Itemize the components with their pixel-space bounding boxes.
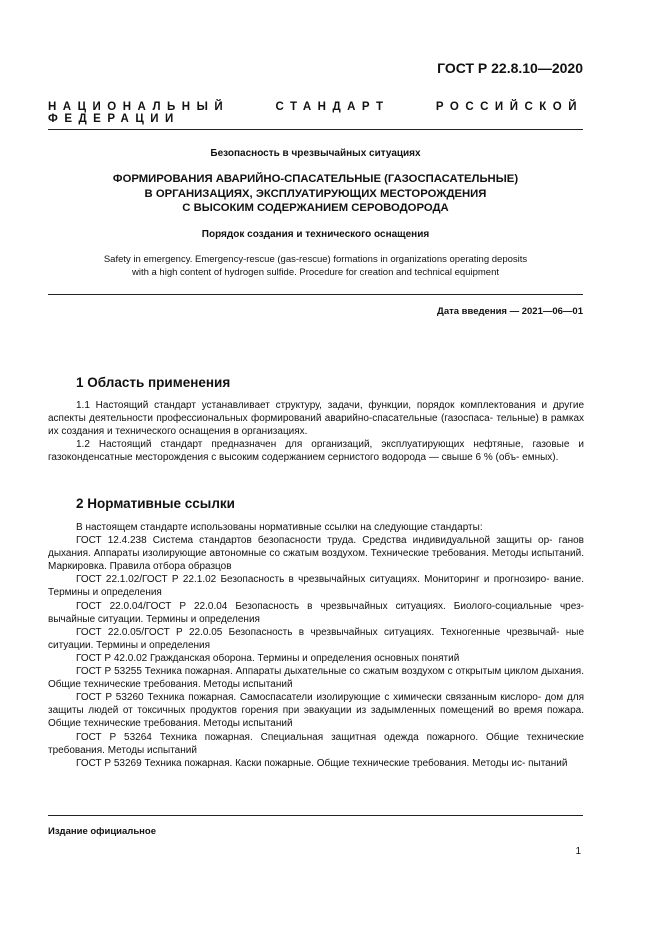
footer-divider [48, 815, 583, 816]
standard-series: Безопасность в чрезвычайных ситуациях [210, 148, 421, 159]
reference-item: ГОСТ Р 53260 Техника пожарная. Самоспасатели изолирующие с химически связанным кислоро- дом для защиты людей от токсичных продуктов горения при эвакуации из задымленных помещений во время пожара. Общие технические требования. Методы испытаний [48, 692, 584, 730]
reference-item: ГОСТ Р 53255 Техника пожарная. Аппараты дыхательные со сжатым воздухом с открытым циклом дыхания. Общие технические требования. Методы испытаний [48, 666, 584, 691]
title-line: В ОРГАНИЗАЦИЯХ, ЭКСПЛУАТИРУЮЩИХ МЕСТОРОЖДЕНИЯ [144, 187, 487, 200]
introduction-date: Дата введения — 2021—06—01 [437, 306, 583, 317]
document-number: ГОСТ Р 22.8.10—2020 [437, 60, 583, 76]
section-2-heading: 2 Нормативные ссылки [76, 496, 235, 511]
document-title [48, 172, 583, 216]
section-1-body [48, 399, 584, 464]
top-divider [48, 129, 583, 130]
reference-item: ГОСТ 22.0.04/ГОСТ Р 22.0.04 Безопасность в чрезвычайных ситуациях. Биолого-социальные чрез- вычайные ситуации. Термины и определения [48, 600, 584, 625]
paragraph: 1.1 Настоящий стандарт устанавливает структуру, задачи, функции, порядок комплектования и другие аспекты деятельности профессиональных формирований аварийно-спасательные (газоспаса- тельные) в рамках их создания и технического оснащения в организациях. [48, 400, 584, 438]
national-standard-heading: НАЦИОНАЛЬНЫЙ СТАНДАРТ РОССИЙСКОЙ ФЕДЕРАЦИИ [48, 101, 583, 125]
reference-item: ГОСТ 22.0.05/ГОСТ Р 22.0.05 Безопасность в чрезвычайных ситуациях. Техногенные чрезвычай- ные ситуации. Термины и определения [48, 626, 584, 651]
section-1-heading: 1 Область применения [76, 375, 231, 390]
title-line: С ВЫСОКИМ СОДЕРЖАНИЕМ СЕРОВОДОРОДА [182, 202, 449, 214]
english-title-line: with a high content of hydrogen sulfide. Procedure for creation and technical equipment [131, 267, 500, 278]
title-line: ФОРМИРОВАНИЯ АВАРИЙНО-СПАСАТЕЛЬНЫЕ (ГАЗОСПАСАТЕЛЬНЫЕ) [112, 173, 519, 185]
reference-item: ГОСТ 12.4.238 Система стандартов безопасности труда. Средства индивидуальной защиты ор- ганов дыхания. Аппараты изолирующие автономные со сжатым воздухом. Технические требования. Методы испытаний. Маркировка. Правила отбора образцов [48, 535, 584, 573]
reference-item: ГОСТ Р 53269 Техника пожарная. Каски пожарные. Общие технические требования. Методы ис- пытаний [76, 757, 568, 769]
english-title [48, 253, 583, 279]
paragraph: В настоящем стандарте использованы нормативные ссылки на следующие стандарты: [76, 522, 483, 533]
section-2-body [48, 521, 584, 770]
reference-item: ГОСТ 22.1.02/ГОСТ Р 22.1.02 Безопасность в чрезвычайных ситуациях. Мониторинг и прогнозиро- вание. Термины и определения [48, 574, 584, 599]
reference-item: ГОСТ Р 53264 Техника пожарная. Специальная защитная одежда пожарного. Общие технические требования. Методы испытаний [48, 731, 584, 756]
document-subtitle: Порядок создания и технического оснащения [201, 229, 430, 240]
paragraph: 1.2 Настоящий стандарт предназначен для организаций, эксплуатирующих нефтяные, газовые и газоконденсатные месторождения с высоким содержанием сернистого водорода — свыше 6 % (объ- емных). [48, 439, 584, 464]
page-number: 1 [575, 846, 581, 857]
english-title-line: Safety in emergency. Emergency-rescue (gas-rescue) formations in organizations operating deposits [103, 254, 528, 265]
reference-item: ГОСТ Р 42.0.02 Гражданская оборона. Термины и определения основных понятий [76, 652, 460, 664]
official-edition-note: Издание официальное [48, 826, 156, 837]
title-divider [48, 294, 583, 295]
